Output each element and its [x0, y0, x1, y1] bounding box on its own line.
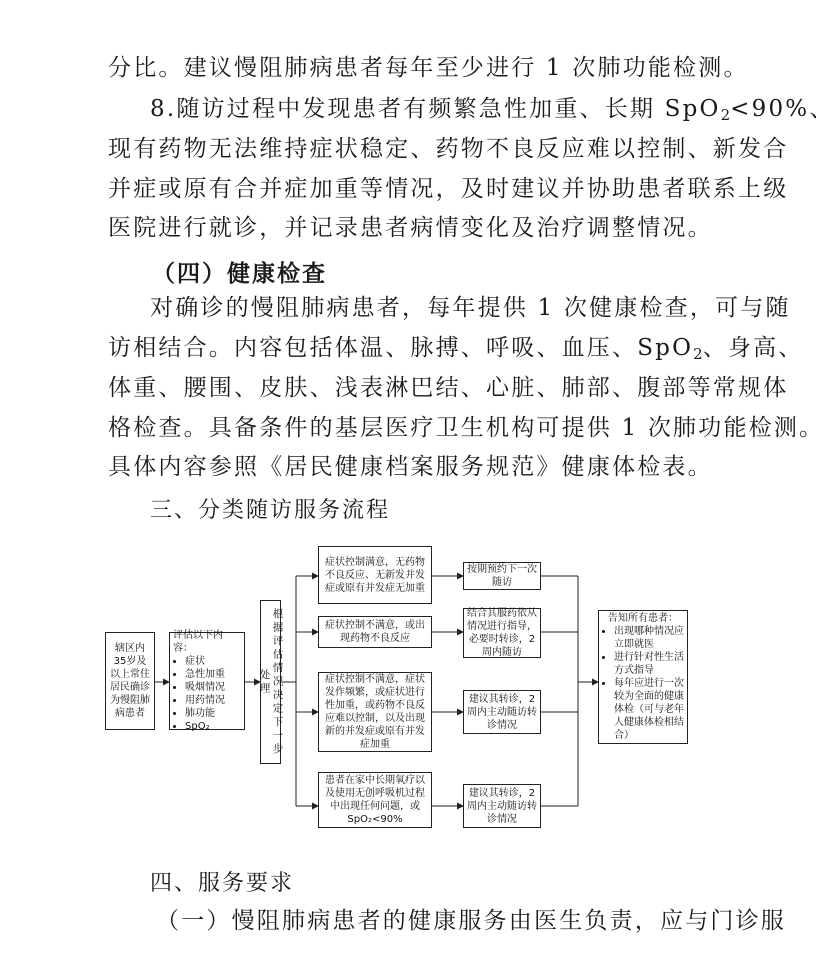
- section-heading: 四、服务要求: [150, 871, 295, 896]
- condition-box-1: 症状控制满意，无药物不良反应、无新发并发症或原有并发症无加重: [318, 546, 432, 604]
- text-span: 、身高、: [702, 335, 804, 361]
- text-span: 8.随访过程中发现患者有频繁急性加重、长期 SpO: [150, 96, 721, 122]
- list-item: • 症状: [185, 655, 225, 668]
- action-box-3: 建议其转诊，2周内主动随访转诊情况: [463, 690, 541, 734]
- action-box-2: 结合其服药依从情况进行指导，必要时转诊，2周内随访: [463, 608, 541, 658]
- text-span: <90%、: [730, 96, 835, 122]
- paragraph-line: 现有药物无法维持症状稳定、药物不良反应难以控制、新发合: [108, 136, 789, 162]
- paragraph-line: 分比。建议慢阻肺病患者每年至少进行 1 次肺功能检测。: [108, 55, 749, 81]
- condition-box-4: 患者在家中长期氧疗以及使用无创呼吸机过程中出现任何问题，或SpO₂<90%: [318, 772, 432, 828]
- paragraph-line: 具体内容参照《居民健康档案服务规范》健康体检表。: [108, 454, 713, 480]
- paragraph-line: 对确诊的慢阻肺病患者，每年提供 1 次健康检查，可与随: [150, 295, 791, 321]
- text-span: 访相结合。内容包括体温、脉搏、呼吸、血压、SpO: [108, 335, 694, 361]
- list-item: • 出现哪种情况应立即就医: [614, 625, 684, 651]
- decide-text: 根据评估情况决定下一步处理: [258, 607, 284, 757]
- paragraph-line: （一）慢阻肺病患者的健康服务由医生负责，应与门诊服: [156, 908, 786, 934]
- assess-title: 评估以下内容：: [173, 630, 223, 654]
- list-item: • 用药情况: [185, 694, 225, 707]
- start-box: 辖区内35岁及以上常住居民确诊为慢阻肺病患者: [105, 632, 155, 730]
- list-item: • SpO₂: [185, 720, 225, 733]
- paragraph-line: 格检查。具备条件的基层医疗卫生机构可提供 1 次肺功能检测。: [108, 415, 825, 441]
- list-item: • 急性加重: [185, 668, 225, 681]
- final-list: [602, 625, 684, 742]
- list-item: • 进行针对性生活方式指导: [614, 651, 684, 677]
- final-box: [598, 610, 688, 744]
- action-box-1: 按期预约下一次随访: [463, 562, 541, 590]
- condition-box-3: 症状控制不满意，症状发作频繁，或症状进行性加重，或药物不良反应难以控制，以及出现新的并发症或原有并发症加重: [318, 672, 432, 752]
- section-heading: （四）健康检查: [152, 261, 327, 287]
- assess-box: [169, 632, 245, 730]
- section-heading: 三、分类随访服务流程: [150, 498, 391, 523]
- subscript: 2: [720, 106, 731, 124]
- list-item: • 吸烟情况: [185, 681, 225, 694]
- condition-box-2: 症状控制不满意，或出现药物不良反应: [318, 616, 432, 648]
- paragraph-line: 体重、腰围、皮肤、浅表淋巴结、心脏、肺部、腹部等常规体: [108, 375, 789, 401]
- paragraph-line: 医院进行就诊，并记录患者病情变化及治疗调整情况。: [108, 215, 713, 241]
- list-item: • 每年应进行一次较为全面的健康体检（可与老年人健康体检相结合）: [614, 677, 684, 742]
- final-title: 告知所有患者：: [608, 613, 678, 624]
- subscript: 2: [693, 345, 703, 363]
- decide-box: [258, 600, 284, 764]
- assess-list: [173, 655, 225, 733]
- list-item: • 肺功能: [185, 707, 225, 720]
- paragraph-line: 并症或原有合并症加重等情况，及时建议并协助患者联系上级: [108, 176, 789, 202]
- action-box-4: 建议其转诊，2周内主动随访转诊情况: [463, 784, 541, 828]
